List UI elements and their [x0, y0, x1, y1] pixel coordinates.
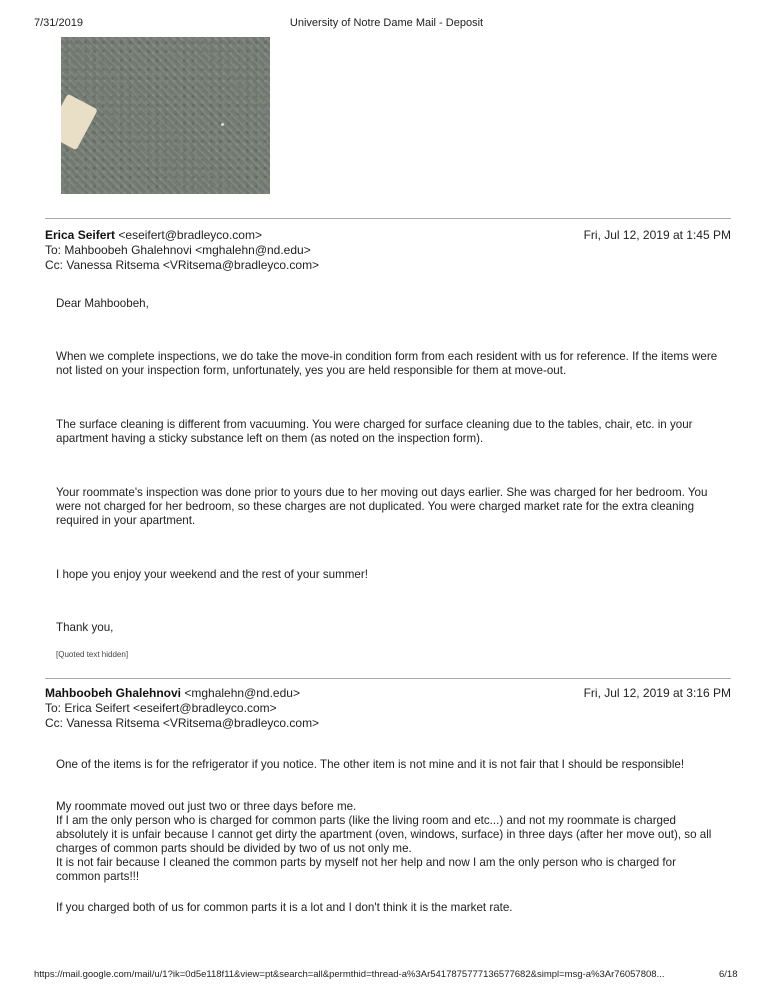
message-body-1-p3 — [56, 418, 722, 446]
body-paragraph: The surface cleaning is different from vacuuming. You were charged for surface cleaning due to the tables, chair, etc. in your apartment having a sticky substance left on them (as noted on the inspection form). — [56, 418, 693, 445]
footer-url: https://mail.google.com/mail/u/1?ik=0d5e118f11&view=pt&search=all&permthid=thread-a%3Ar5417875777136577682&simpl=msg-a%3Ar76057808... — [34, 969, 665, 980]
message-body-1-p6 — [56, 621, 722, 635]
page-number: 6/18 — [719, 969, 738, 980]
cc-line: Cc: Vanessa Ritsema <VRitsema@bradleyco.com> — [45, 716, 320, 730]
message-header-2 — [45, 686, 731, 731]
photo-speck — [221, 123, 224, 126]
body-paragraph: One of the items is for the refrigerator if you notice. The other item is not mine and it is not fair that I should be responsible! — [56, 758, 685, 771]
cc-line: Cc: Vanessa Ritsema <VRitsema@bradleyco.com> — [45, 258, 320, 272]
sender-name: Erica Seifert — [45, 228, 116, 242]
message-header-1 — [45, 228, 731, 273]
sender-email[interactable]: <mghalehn@nd.edu> — [184, 686, 300, 700]
message-body-1-p5 — [56, 568, 722, 582]
body-paragraph: Thank you, — [56, 621, 114, 634]
body-paragraph: If I am the only person who is charged for common parts (like the living room and etc...) and not my roommate is charged absolutely it is unfair because I cannot get dirty the apartment (oven, windows, surface) in three days (after her move out), so all charges of common parts should be divided by two of us not only me. — [56, 814, 712, 855]
message-body-2 — [56, 758, 722, 772]
message-date: Fri, Jul 12, 2019 at 1:45 PM — [583, 228, 731, 242]
message-date: Fri, Jul 12, 2019 at 3:16 PM — [583, 686, 731, 700]
body-paragraph: It is not fair because I cleaned the common parts by myself not her help and now I am the only person who is charged for common parts!!! — [56, 856, 676, 883]
to-line: To: Mahboobeh Ghalehnovi <mghalehn@nd.edu> — [45, 243, 311, 257]
to-line: To: Erica Seifert <eseifert@bradleyco.com> — [45, 701, 277, 715]
sender-name: Mahboobeh Ghalehnovi — [45, 686, 182, 700]
message-body-1-p2 — [56, 350, 722, 378]
photo-paper-scrap — [61, 94, 98, 151]
message-body-2-last — [56, 901, 722, 915]
message-body-1 — [56, 297, 722, 311]
body-paragraph: Dear Mahboobeh, — [56, 297, 149, 310]
message-separator — [45, 678, 731, 679]
sender-email[interactable]: <eseifert@bradleyco.com> — [118, 228, 262, 242]
attached-photo-carpet[interactable] — [61, 37, 270, 194]
message-body-1-p4 — [56, 486, 722, 528]
quoted-text-hidden-link[interactable]: [Quoted text hidden] — [56, 650, 129, 659]
body-paragraph: My roommate moved out just two or three days before me. — [56, 800, 357, 813]
message-separator — [45, 218, 731, 219]
message-body-2-block — [56, 800, 722, 884]
body-paragraph: I hope you enjoy your weekend and the rest of your summer! — [56, 568, 368, 581]
page-title: University of Notre Dame Mail - Deposit — [289, 17, 484, 29]
print-date: 7/31/2019 — [34, 17, 83, 29]
body-paragraph: If you charged both of us for common parts it is a lot and I don't think it is the market rate. — [56, 901, 513, 914]
body-paragraph: When we complete inspections, we do take the move-in condition form from each resident with us for reference. If the items were not listed on your inspection form, unfortunately, yes you are held responsible for them at move-out. — [56, 350, 718, 377]
body-paragraph: Your roommate's inspection was done prior to yours due to her moving out days earlier. She was charged for her bedroom. You were not charged for her bedroom, so these charges are not duplicated. You were charged market rate for the extra cleaning required in your apartment. — [56, 486, 708, 527]
